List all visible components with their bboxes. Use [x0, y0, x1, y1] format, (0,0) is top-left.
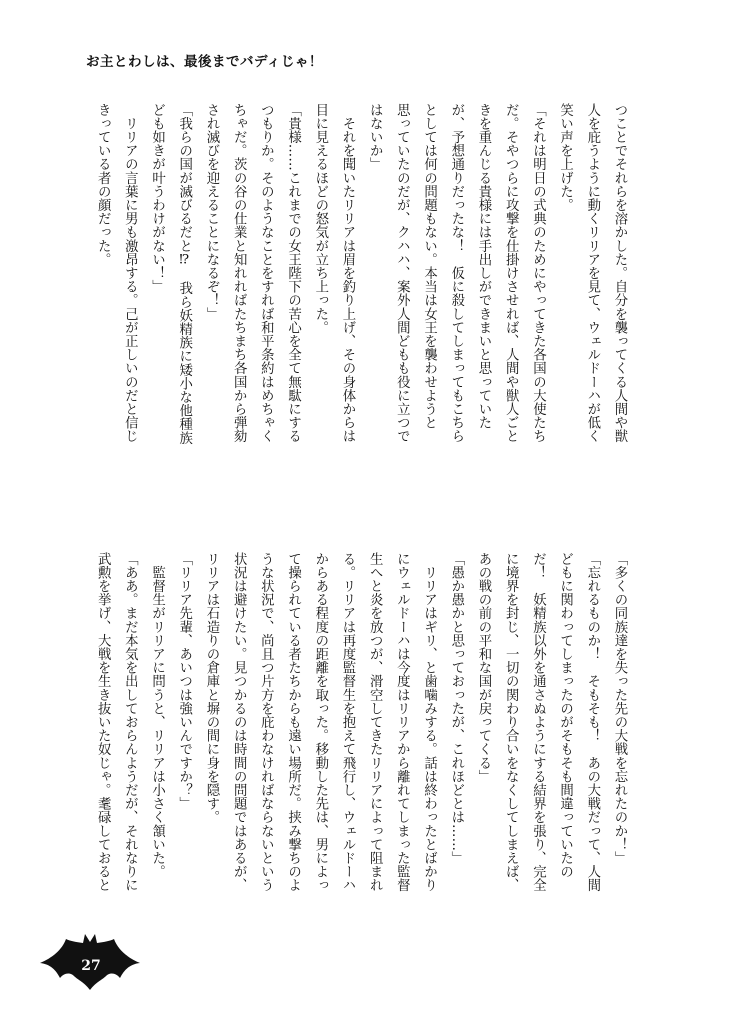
text-line: ちゃだ。茨の谷の仕業と知れればたちまち各国から弾劾: [231, 103, 247, 443]
text-line: 「愚か愚かと思っておったが、これほどとは……」: [448, 552, 464, 865]
text-line: 「ああ。まだ本気を出しておらんようだが、それなりに: [122, 552, 138, 892]
text-line: つことでそれらを溶かした。自分を襲ってくる人間や獣: [612, 103, 627, 443]
text-line: 状況は避けたい。見つかるのは時間の問題ではあるが、: [231, 552, 247, 892]
text-line: 監督生がリリアに問うと、リリアは小さく頷いた。: [149, 552, 165, 879]
text-line: 生へと炎を放つが、滑空してきたリリアによって阻まれ: [367, 552, 383, 892]
text-line: うな状況で、尚且つ片方を庇わなければならないという: [258, 552, 274, 892]
text-line: ども如きが叶うわけがない！」: [149, 103, 165, 294]
text-line: にウェルドーハは今度はリリアから離れてしまった監督: [394, 552, 410, 892]
text-line: つもりか。そのようなことをすれば和平条約はめちゃく: [258, 103, 274, 443]
running-header: お主とわしは、最後までバディじゃ！: [86, 54, 323, 70]
text-line: 思っていたのだが、クハハ、案外人間どもも役に立つで: [394, 103, 410, 443]
text-line: どもに関わってしまったのがそもそも間違っていたの: [557, 552, 573, 879]
text-line: 「リリア先輩、あいつは強いんですか？」: [176, 552, 192, 811]
text-line: それを聞いたリリアは眉を釣り上げ、その身体からは: [339, 103, 355, 443]
text-line: 人を庇うように動くリリアを見て、ウェルドーハが低く: [584, 103, 600, 443]
text-line: 「多くの同族達を失った先の大戦を忘れたのか！」: [612, 552, 627, 865]
text-line: に境界を封じ、一切の関わり合いをなくしてしまえば、: [503, 552, 519, 892]
text-line: リリアは石造りの倉庫と塀の間に身を隠す。: [203, 552, 219, 824]
text-line: はないか」: [367, 103, 383, 171]
text-line: 「貴様……これまでの女王陛下の苦心を全て無駄にする: [285, 103, 301, 443]
text-line: る。リリアは再度監督生を抱えて飛行し、ウェルドーハ: [339, 552, 355, 892]
text-line: リリアの言葉に男も激昂する。己が正しいのだと信じ: [122, 103, 138, 443]
upper-text-block: [73, 103, 633, 503]
page-number: 27: [81, 958, 101, 974]
lower-text-block: [73, 552, 633, 942]
text-line: が、予想通りだったな！ 仮に殺してしまってもこちら: [448, 103, 464, 443]
text-line: だ！ 妖精族以外を通さぬようにする結界を張り、完全: [530, 552, 546, 892]
text-line: 「それは明日の式典のためにやってきた各国の大使たち: [530, 103, 546, 443]
text-line: 「我らの国が滅びるだと⁉ 我ら妖精族に矮小な他種族: [176, 103, 192, 445]
text-line: あの戦の前の平和な国が戻ってくる」: [475, 552, 491, 784]
text-line: からある程度の距離を取った。移動した先は、男によっ: [312, 552, 328, 892]
text-line: としては何の問題もない。本当は女王を襲わせようと: [421, 103, 437, 430]
text-line: 目に見えるほどの怒気が立ち上った。: [312, 103, 328, 335]
text-line: 武勲を挙げ、大戦を生き抜いた奴じゃ。耄碌しておると: [95, 552, 111, 892]
text-line: きを重んじる貴様には手出しができまいと思っていた: [475, 103, 491, 430]
text-line: きっている者の顔だった。: [95, 103, 111, 267]
text-line: 「忘れるものか！ そもそも！ あの大戦だって、人間: [584, 552, 600, 892]
text-line: され滅びを迎えることになるぞ！」: [203, 103, 219, 321]
text-line: 笑い声を上げた。: [557, 103, 573, 212]
text-line: だ。そやつらに攻撃を仕掛けさせれば、人間や獣人ごと: [503, 103, 519, 443]
text-line: リリアはギリ、と歯噛みする。話は終わったとばかり: [421, 552, 437, 892]
text-line: て操られている者たちからも遠い場所だ。挟み撃ちのよ: [285, 552, 301, 892]
